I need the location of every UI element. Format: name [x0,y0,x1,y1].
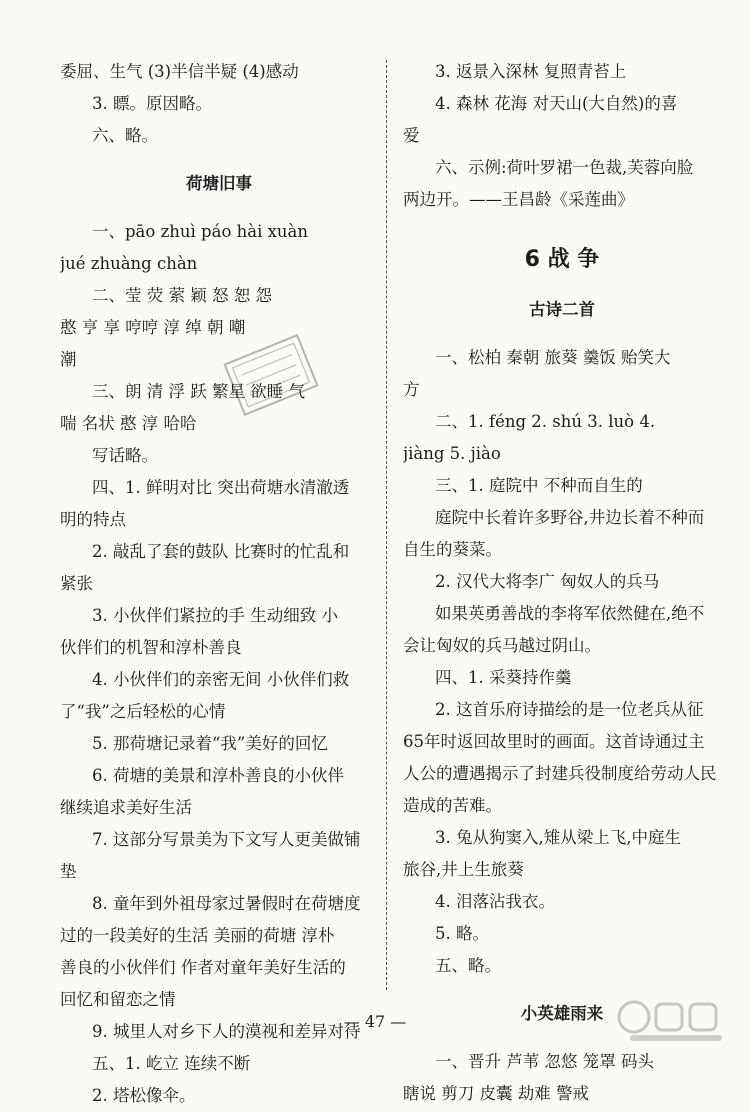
text-line: 三、1. 庭院中 不种而自生的 [435,476,643,495]
text-line: 如果英勇善战的李将军依然健在,绝不 [435,604,705,623]
text-line: 垫 [60,862,77,881]
text-line: 2. 这首乐府诗描绘的是一位老兵从征 [435,700,704,719]
text-line: 方 [403,380,420,399]
text-line: 两边开。——王昌龄《采莲曲》 [403,190,634,209]
text-line: 3. 小伙伴们紧拉的手 生动细致 小 [92,606,338,625]
text-line: 瞎说 剪刀 皮囊 劫难 警戒 [403,1084,589,1103]
text-line: 人公的遭遇揭示了封建兵役制度给劳动人民 [403,764,717,783]
text-line: 4. 森林 花海 对天山(大自然)的喜 [435,94,678,113]
text-line: 7. 这部分写景美为下文写人更美做铺 [92,830,361,849]
text-line: 6. 荷塘的美景和淳朴善良的小伙伴 [92,766,344,785]
text-line: 3. 瞟。原因略。 [92,94,212,113]
text-line: 会让匈奴的兵马越过阴山。 [403,636,601,655]
text-line: 喘 名状 憨 淳 哈哈 [60,414,197,433]
text-line: 2. 塔松像伞。 [92,1086,196,1105]
text-line: 委屈、生气 (3)半信半疑 (4)感动 [60,62,299,81]
text-line: 五、略。 [435,956,501,975]
text-line: 5. 略。 [435,924,489,943]
text-line: 一、pāo zhuì páo hài xuàn [92,222,309,241]
text-line: 2. 汉代大将李广 匈奴人的兵马 [435,572,660,591]
section-title: 古诗二首 [529,300,595,319]
text-line: 三、朗 清 浮 跃 繁星 欲睡 气 [92,382,305,401]
text-line: 六、示例:荷叶罗裙一色裁,芙蓉向脸 [435,158,694,177]
text-line: 爱 [403,126,420,145]
text-line: 旅谷,井上生旅葵 [403,860,524,879]
text-line: 4. 小伙伴们的亲密无间 小伙伴们救 [92,670,350,689]
section-title: 小英雄雨来 [520,1004,604,1023]
column-divider [386,60,387,990]
text-line: 善良的小伙伴们 作者对童年美好生活的 [60,958,346,977]
text-line: jiàng 5. jiào [403,444,501,463]
text-line: 9. 城里人对乡下人的漠视和差异对待 [92,1022,361,1041]
text-line: 一、晋升 芦苇 忽悠 笼罩 码头 [435,1052,654,1071]
text-line: 一、松柏 秦朝 旅葵 羹饭 贻笑大 [435,348,671,367]
text-line: 二、1. féng 2. shú 3. luò 4. [435,412,656,431]
section-title: 荷塘旧事 [186,174,252,193]
text-line: 憨 亨 享 哼哼 淳 绰 朝 嘲 [60,318,246,337]
text-line: 回忆和留恋之情 [60,990,176,1009]
text-line: 六、略。 [92,126,158,145]
page-number: — 47 — [343,1012,407,1031]
text-line: 庭院中长着许多野谷,井边长着不种而 [435,508,705,527]
text-line: 4. 泪落沾我衣。 [435,892,555,911]
text-line: 3. 兔从狗窦入,雉从梁上飞,中庭生 [435,828,681,847]
text-line: 65年时返回故里时的画面。这首诗通过主 [403,732,705,751]
text-line: 继续追求美好生活 [60,798,192,817]
text-line: 2. 敲乱了套的鼓队 比赛时的忙乱和 [92,542,350,561]
chapter-title: 6 战 争 [524,247,600,272]
watermark-logo-icon [612,995,742,1045]
left-column [60,56,378,1112]
text-line: 明的特点 [60,510,126,529]
text-line: jué zhuàng chàn [60,254,198,273]
right-column [403,56,721,1110]
text-line: 四、1. 鲜明对比 突出荷塘水清澈透 [92,478,350,497]
text-line: 3. 返景入深林 复照青苔上 [435,62,627,81]
text-line: 四、1. 采葵持作羹 [435,668,572,687]
text-line: 潮 [60,350,77,369]
text-line: 自生的葵菜。 [403,540,502,559]
text-line: 5. 那荷塘记录着“我”美好的回忆 [92,734,328,753]
text-line: 造成的苦难。 [403,796,502,815]
text-line: 紧张 [60,574,93,593]
text-line: 过的一段美好的生活 美丽的荷塘 淳朴 [60,926,335,945]
text-line: 二、莹 荧 萦 颖 怒 恕 怨 [92,286,272,305]
text-line: 8. 童年到外祖母家过暑假时在荷塘度 [92,894,361,913]
text-line: 了“我”之后轻松的心情 [60,702,226,721]
text-line: 写话略。 [92,446,158,465]
text-line: 伙伴们的机智和淳朴善良 [60,638,242,657]
text-line: 五、1. 屹立 连续不断 [92,1054,251,1073]
